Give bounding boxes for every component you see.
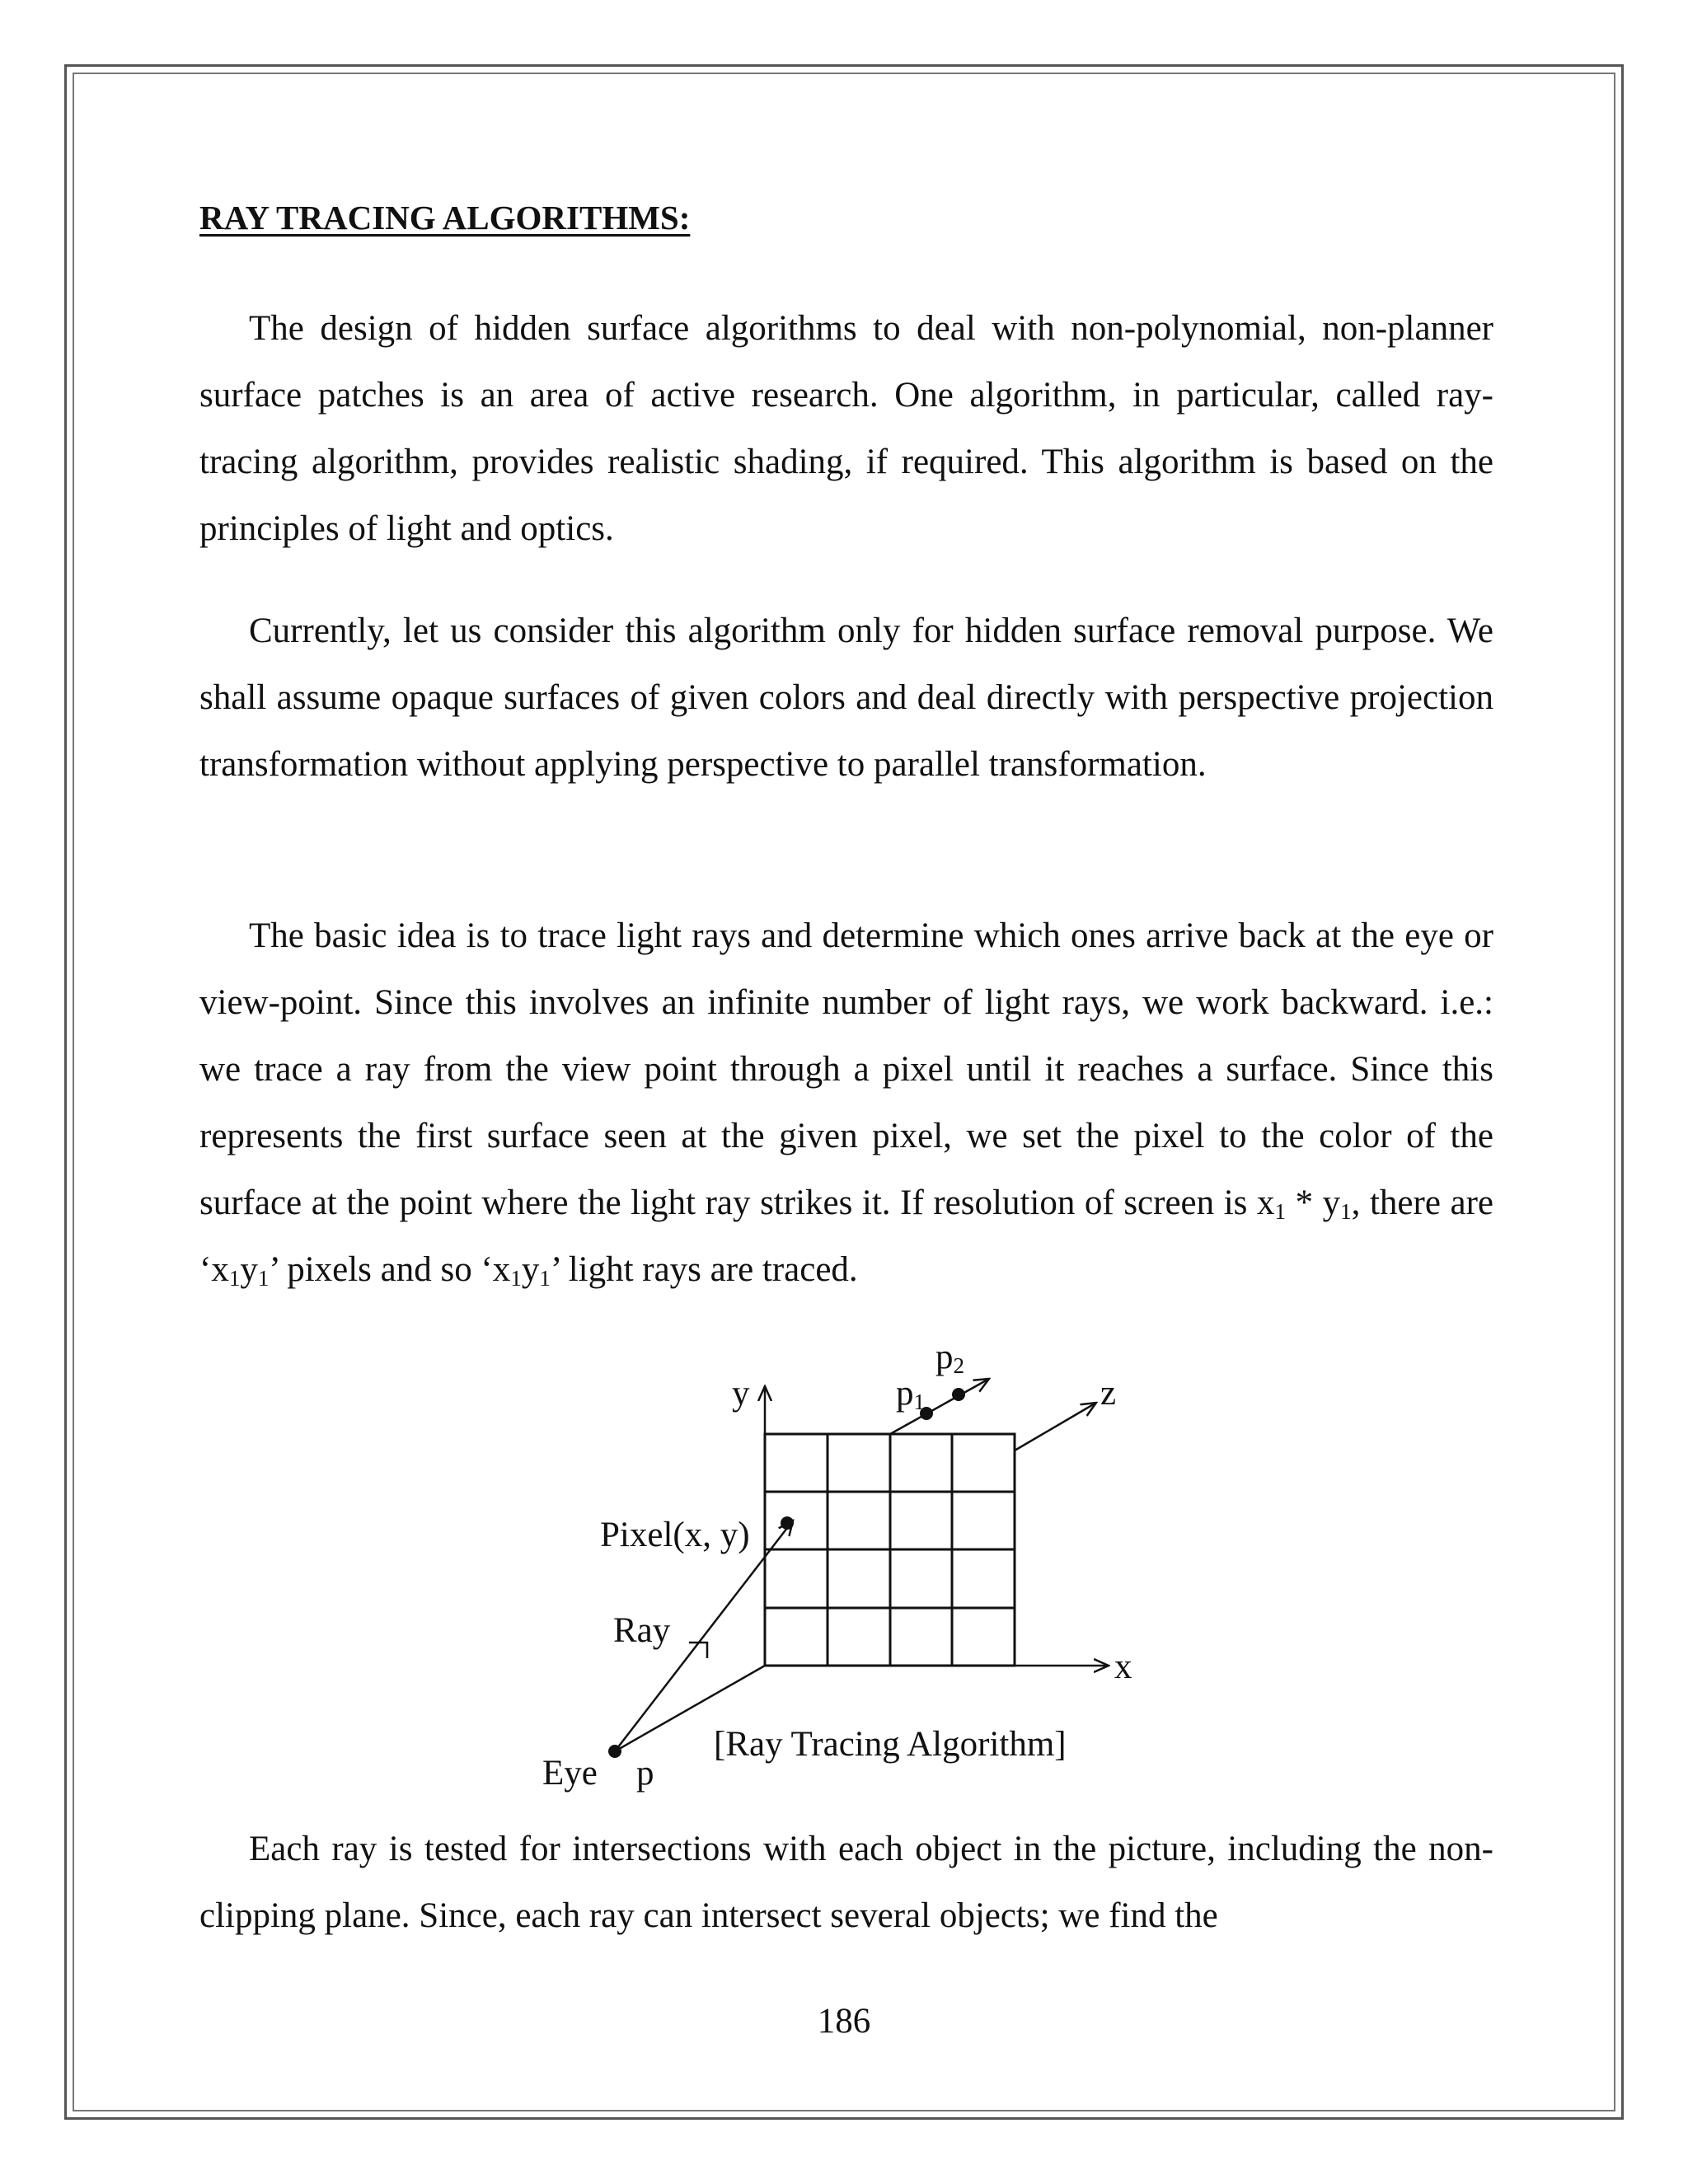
label-p: p [636,1754,654,1793]
label-p1: p1 [896,1374,925,1414]
label-p2: p2 [935,1338,964,1378]
figure-caption: [Ray Tracing Algorithm] [714,1725,1067,1764]
label-z: z [1100,1374,1117,1413]
intersection-point-p2 [952,1388,965,1401]
label-y: y [732,1374,750,1413]
paragraph-basic-idea: The basic idea is to trace light rays and determine which ones arrive back at the eye or view-point. Since this involves an infinite number of light rays, we work backward. i.e.: we trace a ray from the view point through a pixel until it reaches a surface. Since this represents the first surface seen at the given pixel, we set the pixel to the color of the surface at the point where the light ray strikes it. If resolution of screen is $x_1 * y_1$, there are ‘$x_1y_1$’ pixels and so ‘$x_1y_1$’ light rays are traced. [199,916,1493,1291]
label-pixel: Pixel(x, y) [600,1516,750,1554]
z-axis [1015,1403,1096,1451]
paragraph-assumptions: Currently, let us consider this algorithm only for hidden surface removal purpose. We shall assume opaque surfaces of given colors and deal directly with perspective projection transformation without applying perspective to parallel transformation. [199,612,1493,784]
section-heading: RAY TRACING ALGORITHMS: [199,199,691,237]
label-eye: Eye [542,1754,598,1793]
label-ray: Ray [613,1611,671,1650]
page-number: 186 [817,2002,871,2041]
eye-point [608,1745,621,1758]
pixel-point [781,1516,794,1530]
paragraph-intro: The design of hidden surface algorithms to deal with non-polynomial, non-planner surface patches is an area of active research. One algorithm, in particular, called ray-tracing algorithm, provides realistic shading, if required. This algorithm is based on the principles of light and optics. [199,309,1493,548]
label-x: x [1114,1647,1132,1686]
screen-grid [765,1434,1015,1666]
paragraph-intersections: Each ray is tested for intersections with each object in the picture, including the non-clipping plane. Since, each ray can intersect several objects; we find the [199,1830,1493,1935]
